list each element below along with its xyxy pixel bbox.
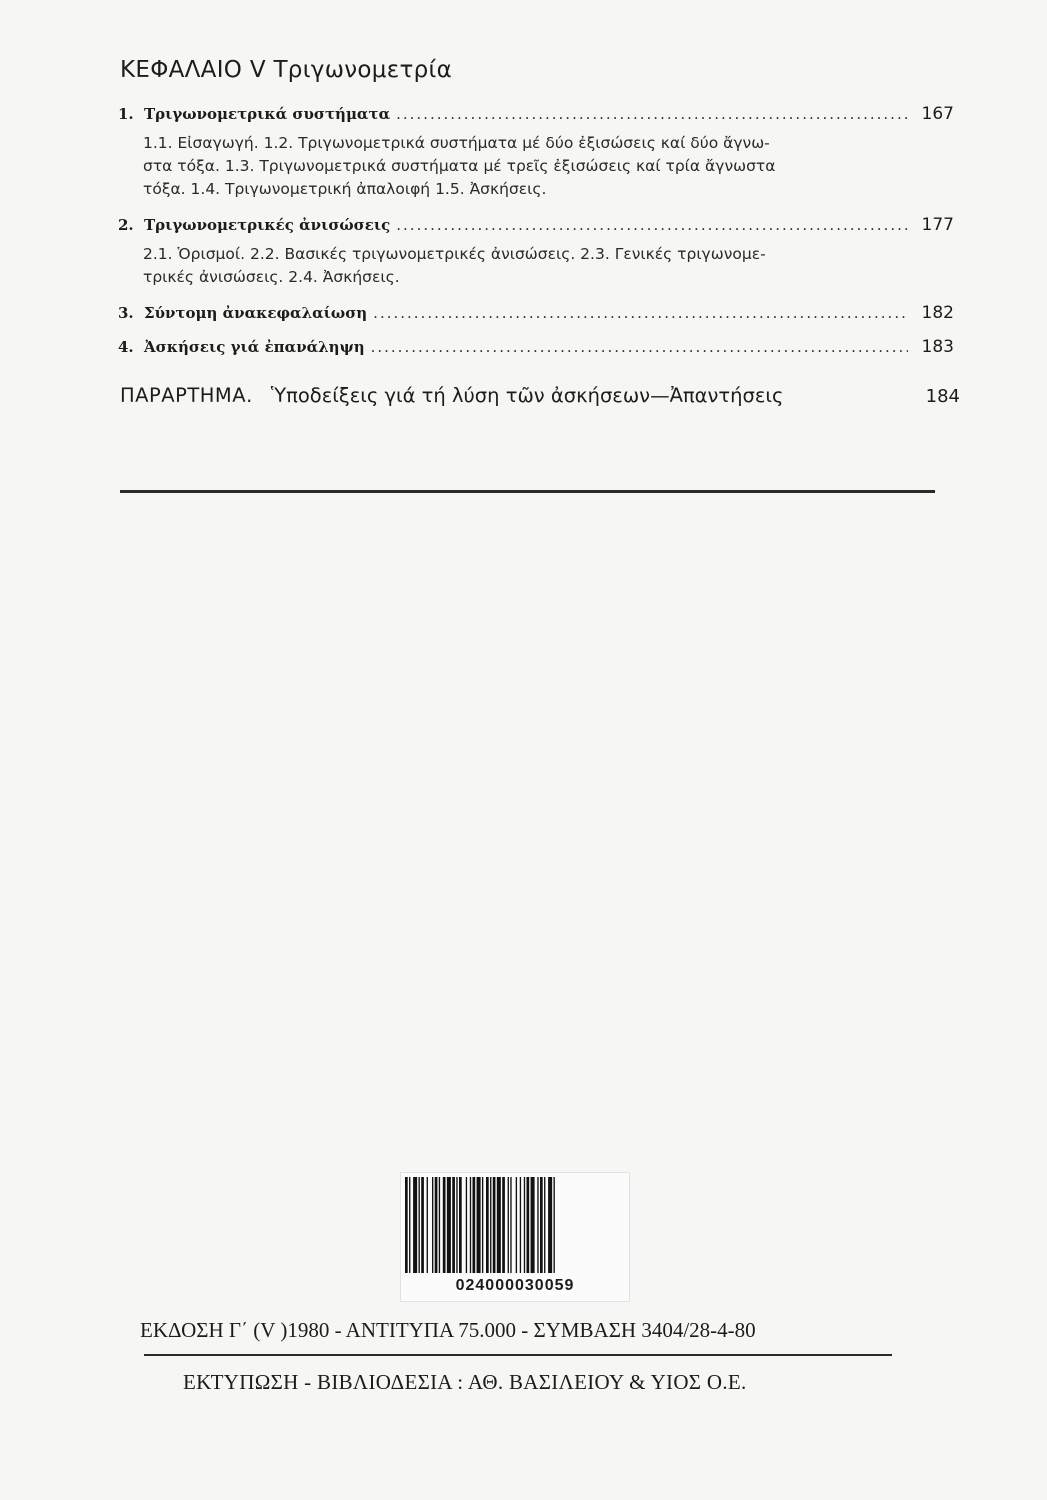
toc-entry-title: Σύντομη ἀνακεφαλαίωση <box>144 304 368 322</box>
subsection-line: τόξα. 1.4. Τριγωνομετρική ἀπαλοιφή 1.5. Ἀσκήσεις. <box>143 180 547 198</box>
horizontal-rule <box>144 1354 892 1356</box>
barcode-number: 024000030059 <box>455 1277 575 1294</box>
toc-entry <box>118 303 954 323</box>
subsection-line: στα τόξα. 1.3. Τριγωνομετρικά συστήματα μέ τρεῖς ἐξισώσεις καί τρία ἄγνωστα <box>143 157 776 175</box>
chapter-title: ΚΕΦΑΛΑΙΟ V Τριγωνομετρία <box>120 57 453 83</box>
subsection-line: τρικές ἀνισώσεις. 2.4. Ἀσκήσεις. <box>143 268 400 286</box>
toc-entry-page: 167 <box>921 104 954 124</box>
table-of-contents <box>118 104 954 357</box>
toc-entry-title: Τριγωνομετρικές ἀνισώσεις <box>144 216 391 234</box>
edition-info: ΕΚΔΟΣΗ Γ΄ (V )1980 - ΑΝΤΙΤΥΠΑ 75.000 - ΣΥΜΒΑΣΗ 3404/28-4-80 <box>140 1318 756 1342</box>
subsection-line: 1.1. Εἰσαγωγή. 1.2. Τριγωνομετρικά συστήματα μέ δύο ἐξισώσεις καί δύο ἄγνω- <box>143 134 770 152</box>
toc-entry-page: 182 <box>921 303 954 323</box>
horizontal-rule <box>120 490 935 493</box>
toc-entry-number: 1. <box>118 105 134 123</box>
toc-entry-heading <box>118 104 954 124</box>
dot-leader <box>396 216 908 234</box>
toc-subsections <box>143 132 913 201</box>
toc-entry-heading <box>118 303 954 323</box>
toc-entry <box>118 104 954 201</box>
toc-entry-title: Ἀσκήσεις γιά ἐπανάληψη <box>144 338 365 356</box>
toc-entry-number: 2. <box>118 216 134 234</box>
dot-leader <box>373 304 908 322</box>
appendix-label: ΠΑΡΑΡΤΗΜΑ. <box>120 384 253 407</box>
toc-entry-number: 4. <box>118 338 134 356</box>
barcode <box>400 1172 630 1302</box>
toc-entry-page: 177 <box>921 215 954 235</box>
toc-entry-number: 3. <box>118 304 134 322</box>
toc-entry-heading <box>118 337 954 357</box>
toc-entry-title: Τριγωνομετρικά συστήματα <box>144 105 391 123</box>
subsection-line: 2.1. Ὁρισμοί. 2.2. Βασικές τριγωνομετρικές ἀνισώσεις. 2.3. Γενικές τριγωνομε- <box>143 245 766 263</box>
appendix-page: 184 <box>925 386 960 407</box>
printer-info: ΕΚΤΥΠΩΣΗ - ΒΙΒΛΙΟΔΕΣΙΑ : ΑΘ. ΒΑΣΙΛΕΙΟΥ & ΥΙΟΣ Ο.Ε. <box>183 1370 747 1394</box>
toc-entry <box>118 215 954 289</box>
barcode-bars-icon <box>403 1177 627 1273</box>
appendix-entry <box>120 384 960 407</box>
toc-entry-heading <box>118 215 954 235</box>
toc-entry-page: 183 <box>921 337 954 357</box>
toc-subsections <box>143 243 913 289</box>
dot-leader <box>371 338 908 356</box>
toc-entry <box>118 337 954 357</box>
appendix-title: Ὑποδείξεις γιά τή λύση τῶν ἀσκήσεων—Ἀπαντήσεις <box>270 384 784 407</box>
dot-leader <box>396 105 908 123</box>
